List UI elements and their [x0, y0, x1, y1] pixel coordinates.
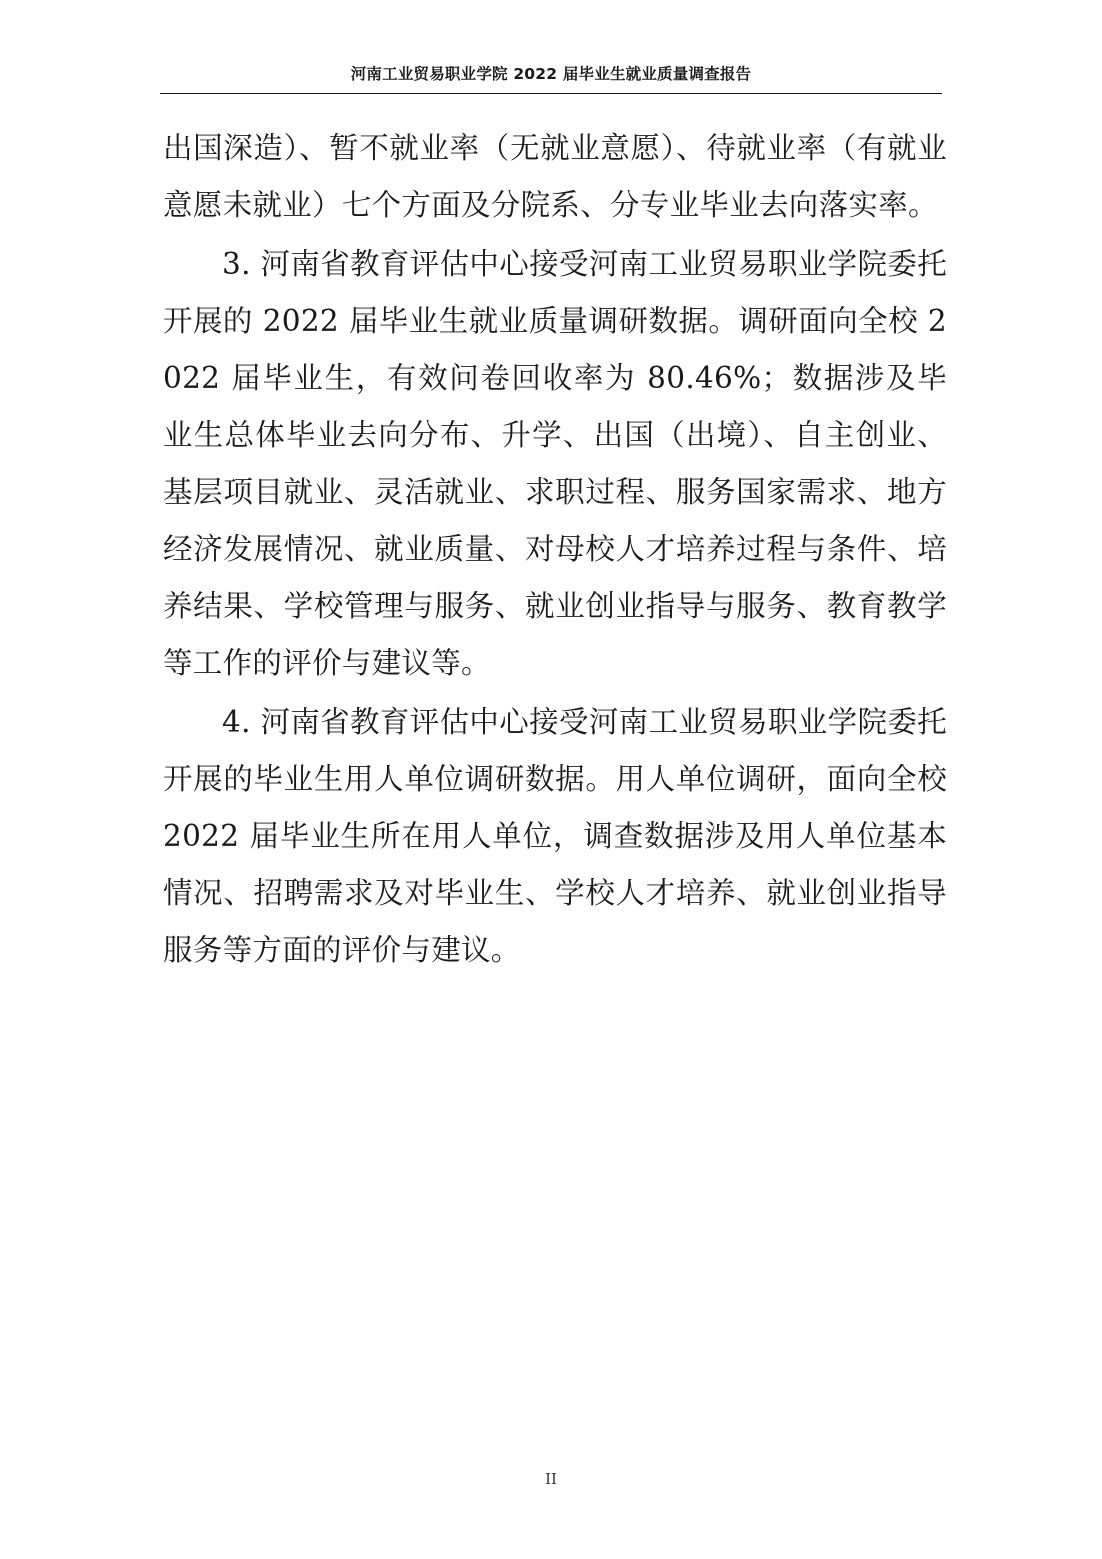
paragraph-continued: 出国深造）、暂不就业率（无就业意愿）、待就业率（有就业意愿未就业）七个方面及分院系、分专业毕业去向落实率。 [163, 131, 947, 222]
page-header-title: 河南工业贸易职业学院 2022 届毕业生就业质量调查报告 [160, 62, 942, 94]
paragraph-item-4: 4. 河南省教育评估中心接受河南工业贸易职业学院委托开展的毕业生用人单位调研数据。用人单位调研，面向全校 2022 届毕业生所在用人单位，调查数据涉及用人单位基本情况、招聘需求及对毕业生、学校人才培养、就业创业指导服务等方面的评价与建议。 [163, 705, 947, 967]
page-body [163, 120, 947, 981]
paragraph-item-3: 3. 河南省教育评估中心接受河南工业贸易职业学院委托开展的 2022 届毕业生就业质量调研数据。调研面向全校 2022 届毕业生，有效问卷回收率为 80.46%；数据涉及毕业生总体毕业去向分布、升学、出国（出境）、自主创业、基层项目就业、灵活就业、求职过程、服务国家需求、地方经济发展情况、就业质量、对母校人才培养过程与条件、培养结果、学校管理与服务、就业创业指导与服务、教育教学等工作的评价与建议等。 [163, 247, 947, 680]
page-number: II [545, 1470, 557, 1488]
